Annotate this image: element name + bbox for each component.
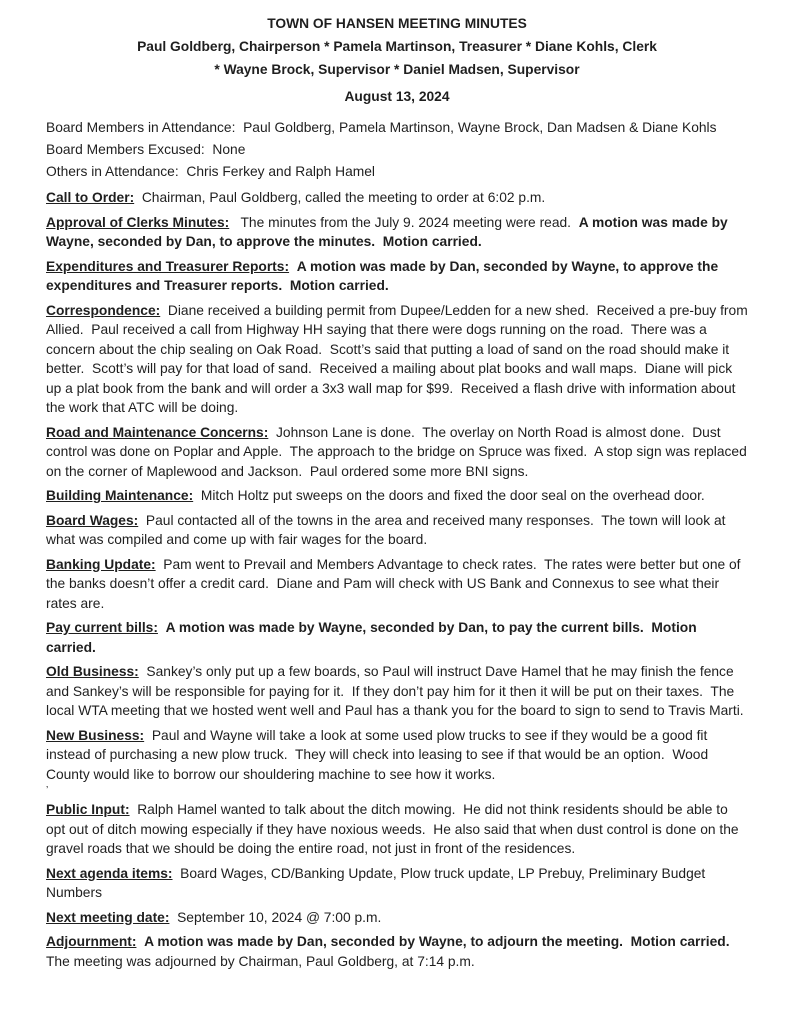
text-run: Mitch Holtz put sweeps on the doors and fixed the door seal on the overhead door.: [193, 488, 705, 503]
meeting-date: August 13, 2024: [344, 89, 450, 104]
text-run: Paul and Wayne will take a look at some used plow trucks to see if they would be a good fit instead of purchasing a new plow truck. They will check into leasing to see if that would be an option. Wood County would like to borrow our shouldering machine to see how it works.: [46, 727, 712, 782]
text-run: Board Wages, CD/Banking Update, Plow truck update, LP Prebuy, Preliminary Budget Numbers: [46, 865, 710, 900]
text-run: Sankey’s only put up a few boards, so Paul will instruct Dave Hamel that he may finish the fence and Sankey’s will be responsible for paying for it. If they don’t pay him for it then it will be put on their taxes. The local WTA meeting that we hosted went well and Paul has a thank you for the board to sign to send to Travis Marti.: [46, 664, 744, 718]
text-run: Pam went to Prevail and Members Advantage to check rates. The rates were better but one of the banks doesn’t offer a credit card. Diane and Pam will check with US Bank and Connexus to see what their rates are.: [46, 556, 745, 611]
section-heading: Old Business:: [46, 664, 139, 679]
text-run: September 10, 2024 @ 7:00 p.m.: [169, 909, 382, 925]
text-run: Ralph Hamel wanted to talk about the ditch mowing. He did not think residents should be able to opt out of ditch mowing especially if they have noxious weeds. He also said that when dust control is done on the gravel roads that we should be doing the entire road, not just in front of the residences.: [46, 802, 743, 856]
section-heading: Approval of Clerks Minutes:: [46, 214, 230, 230]
section-new-business: [46, 726, 748, 785]
document-title: TOWN OF HANSEN MEETING MINUTES: [267, 16, 527, 31]
section-board-wages: [46, 511, 748, 550]
text-run: Paul contacted all of the towns in the area and received many responses. The town will look at what was compiled and come up with fair wages for the board.: [46, 512, 730, 547]
section-banking-update: [46, 555, 748, 614]
section-heading: Correspondence:: [46, 302, 161, 318]
section-expenditures-and-treasurer-reports: [46, 257, 748, 296]
sections: [46, 188, 751, 971]
text-run: A motion was made by Wayne, seconded by Dan, to pay the current bills. Motion carried.: [46, 620, 701, 655]
section-pay-current-bills: [46, 618, 748, 657]
section-next-agenda-items: [46, 864, 748, 903]
section-heading: New Business:: [46, 727, 145, 743]
section-next-meeting-date: [46, 908, 748, 928]
text-run: Chairman, Paul Goldberg, called the meeting to order at 6:02 p.m.: [134, 190, 546, 205]
text-run: The meeting was adjourned by Chairman, Paul Goldberg, at 7:14 p.m.: [46, 953, 475, 969]
text-run: A motion was made by Dan, seconded by Wayne, to adjourn the meeting. Motion carried.: [144, 934, 730, 949]
section-heading: Call to Order:: [46, 190, 135, 205]
section-heading: Pay current bills:: [46, 620, 158, 635]
text-run: [136, 934, 144, 949]
section-heading: Road and Maintenance Concerns:: [46, 424, 269, 440]
document-header: [46, 12, 748, 108]
section-call-to-order: [46, 188, 748, 208]
text-run: The minutes from the July 9. 2024 meeting were read.: [229, 214, 579, 230]
text-run: [158, 620, 166, 635]
text-run: Johnson Lane is done. The overlay on North Road is almost done. Dust control was done on Poplar and Apple. The approach to the bridge on Spruce was fixed. A stop sign was replaced on the corner of Maplewood and Jackson. Paul ordered some more BNI signs.: [46, 424, 751, 479]
section-heading: Banking Update:: [46, 556, 156, 572]
section-heading: Next meeting date:: [46, 909, 170, 925]
section-heading: Next agenda items:: [46, 865, 173, 881]
section-heading: Expenditures and Treasurer Reports:: [46, 258, 290, 274]
attendance-line: Board Members Excused: None: [46, 142, 246, 157]
section-adjournment: [46, 932, 748, 971]
text-run: ’: [46, 785, 49, 796]
section-heading: Adjournment:: [46, 934, 137, 949]
section-road-and-maintenance-concerns: [46, 423, 751, 482]
text-run: [289, 259, 297, 274]
section-public-input: [46, 800, 748, 859]
section-building-maintenance: [46, 486, 748, 506]
attendance-line: Board Members in Attendance: Paul Goldberg, Pamela Martinson, Wayne Brock, Dan Madsen & Diane Kohls: [46, 120, 717, 135]
section-heading: Public Input:: [46, 802, 130, 817]
section-stray-mark: [46, 786, 748, 795]
text-run: A motion was made by Wayne, seconded by Dan, to approve the minutes. Motion carried.: [46, 214, 732, 249]
officers-line-1: Paul Goldberg, Chairperson * Pamela Martinson, Treasurer * Diane Kohls, Clerk: [137, 39, 657, 54]
text-run: Diane received a building permit from Dupee/Ledden for a new shed. Received a pre-buy from Allied. Paul received a call from Highway HH saying that there were dogs running on the road. There was a concern about the chip sealing on Oak Road. Scott’s said that putting a load of sand on the road should make it better. Scott’s will pay for that load of sand. Received a mailing about plat books and wall maps. Diane will pick up a plat book from the bank and will order a 3x3 wall map for $99. Received a flash drive with information about the work that ATC will be doing.: [46, 302, 751, 415]
attendance-list: [46, 117, 748, 183]
section-approval-of-clerks-minutes: [46, 213, 748, 252]
attendance-line: Others in Attendance: Chris Ferkey and Ralph Hamel: [46, 164, 375, 179]
section-old-business: [46, 662, 748, 721]
section-heading: Board Wages:: [46, 512, 139, 528]
section-heading: Building Maintenance:: [46, 488, 194, 503]
text-run: A motion was made by Dan, seconded by Wayne, to approve the expenditures and Treasurer reports. Motion carried.: [46, 258, 722, 293]
section-correspondence: [46, 301, 751, 418]
officers-line-2: * Wayne Brock, Supervisor * Daniel Madsen, Supervisor: [214, 62, 580, 77]
